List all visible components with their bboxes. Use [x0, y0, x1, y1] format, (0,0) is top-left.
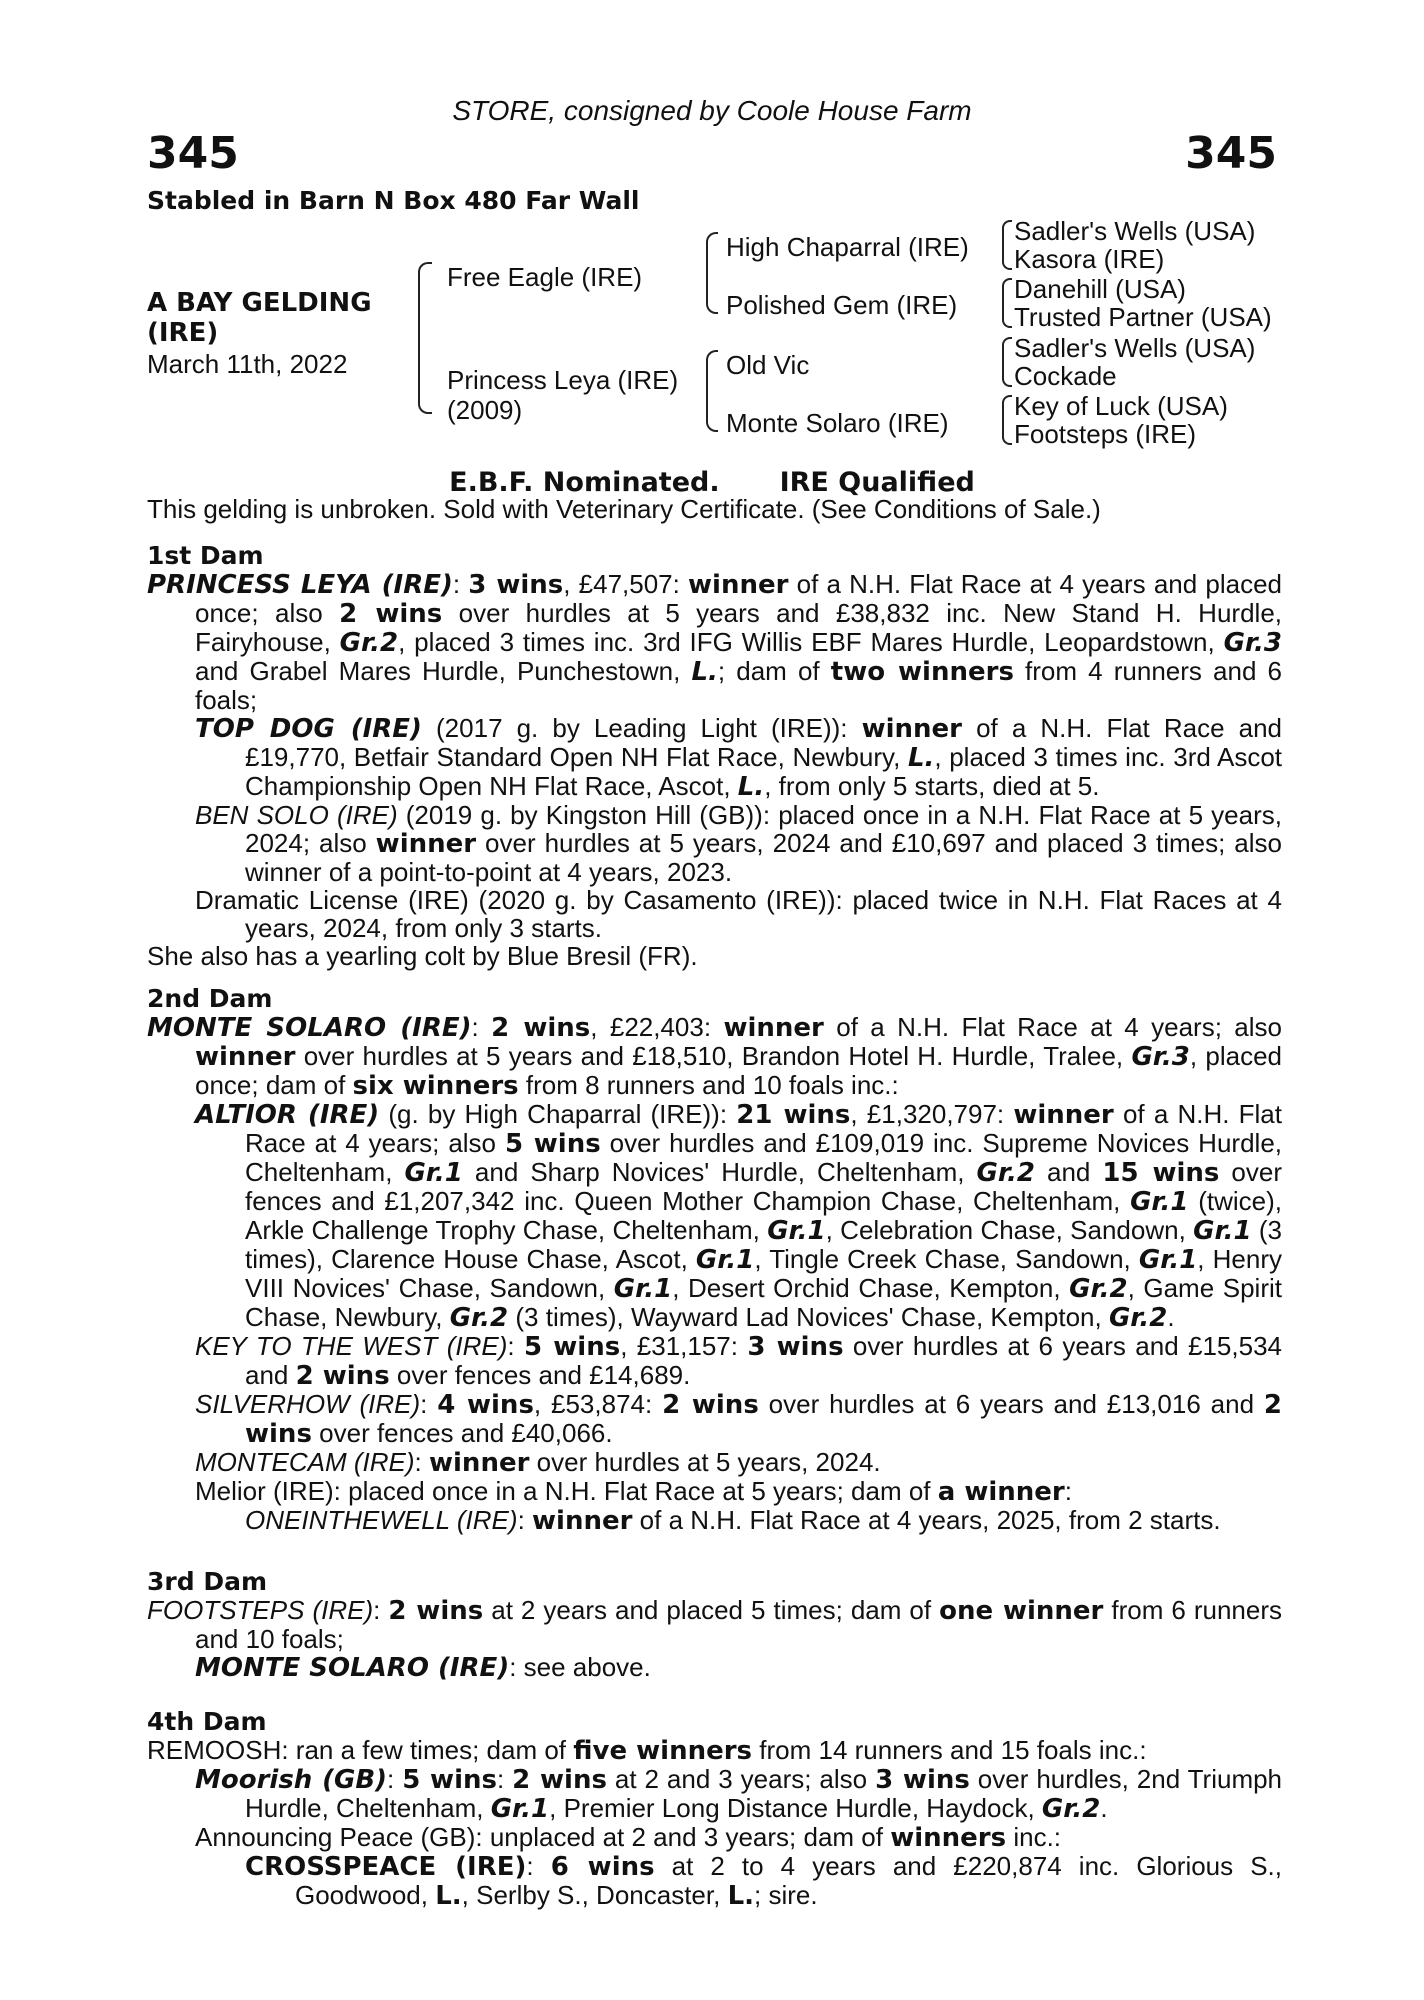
gg-7: Key of Luck (USA): [1014, 391, 1228, 421]
produce-moorish: Moorish (GB): 5 wins: 2 wins at 2 and 3 years; also 3 wins over hurdles, 2nd Triumph Hurdle, Cheltenham, Gr.1, Premier Long Distance Hurdle, Haydock, Gr.2.: [195, 1764, 1283, 1824]
produce-silverhow: SILVERHOW (IRE): 4 wins, £53,874: 2 wins over hurdles at 6 years and £13,016 and 2 wins over fences and £40,066.: [195, 1389, 1282, 1449]
produce-melior: Melior (IRE): placed once in a N.H. Flat Race at 5 years; dam of a winner:: [195, 1476, 1072, 1507]
sale-note: This gelding is unbroken. Sold with Veterinary Certificate. (See Conditions of Sale.): [147, 494, 1101, 524]
fourth-dam-entry: REMOOSH: ran a few times; dam of five winners from 14 runners and 15 foals inc.:: [147, 1735, 1147, 1766]
second-dam-heading: 2nd Dam: [147, 984, 273, 1013]
brace-g4: [1002, 395, 1012, 445]
gg-6: Cockade: [1014, 361, 1117, 391]
lot-number-right: 345: [1185, 128, 1277, 179]
second-dam-entry: MONTE SOLARO (IRE): 2 wins, £22,403: winner of a N.H. Flat Race at 4 years; also winner over hurdles at 5 years and £18,510, Brandon Hotel H. Hurdle, Tralee, Gr.3, placed once; dam of six winners from 8 runners and 10 foals inc.:: [147, 1012, 1282, 1101]
produce-dramatic-license: Dramatic License (IRE) (2020 g. by Casamento (IRE)): placed twice in N.H. Flat Races at 4 years, 2024, from only 3 starts.: [195, 885, 1282, 943]
produce-altior: ALTIOR (IRE) (g. by High Chaparral (IRE)): 21 wins, £1,320,797: winner of a N.H. Flat Race at 4 years; also 5 wins over hurdles and £109,019 inc. Supreme Novices Hurdle, Cheltenham, Gr.1 and Sharp Novices' Hurdle, Cheltenham, Gr.2 and 15 wins over fences and £1,207,342 inc. Queen Mother Champion Chase, Cheltenham, Gr.1 (twice), Arkle Challenge Trophy Chase, Cheltenham, Gr.1, Celebration Chase, Sandown, Gr.1 (3 times), Clarence House Chase, Ascot, Gr.1, Tingle Creek Chase, Sandown, Gr.1, Henry VIII Novices' Chase, Sandown, Gr.1, Desert Orchid Chase, Kempton, Gr.2, Game Spirit Chase, Newbury, Gr.2 (3 times), Wayward Lad Novices' Chase, Kempton, Gr.2.: [195, 1099, 1283, 1333]
second-dam-section: [147, 985, 1282, 1535]
stabled-location: Stabled in Barn N Box 480 Far Wall: [147, 186, 640, 215]
gg-2: Kasora (IRE): [1014, 244, 1165, 274]
sire-name: Free Eagle (IRE): [447, 262, 643, 292]
horse-name: A BAY GELDING: [147, 288, 372, 318]
brace-sire: [706, 232, 718, 314]
produce-oneinthewell: ONEINTHEWELL (IRE): winner of a N.H. Flat Race at 4 years, 2025, from 2 starts.: [245, 1505, 1221, 1536]
sire-dam: Polished Gem (IRE): [726, 290, 958, 320]
produce-top-dog: TOP DOG (IRE) (2017 g. by Leading Light (IRE)): winner of a N.H. Flat Race and £19,770, Betfair Standard Open NH Flat Race, Newbury, L., placed 3 times inc. 3rd Ascot Championship Open NH Flat Race, Ascot, L., from only 5 starts, died at 5.: [195, 713, 1283, 802]
gg-5: Sadler's Wells (USA): [1014, 333, 1256, 363]
gg-1: Sadler's Wells (USA): [1014, 216, 1256, 246]
produce-crosspeace: CROSSPEACE (IRE): 6 wins at 2 to 4 years and £220,874 inc. Glorious S., Goodwood, L., Serlby S., Doncaster, L.; sire.: [245, 1851, 1282, 1911]
ire-qualified: IRE Qualified: [779, 467, 975, 498]
fourth-dam-section: [147, 1708, 1282, 1910]
brace-gen1: [418, 262, 432, 414]
gg-4: Trusted Partner (USA): [1014, 302, 1272, 332]
gg-3: Danehill (USA): [1014, 274, 1186, 304]
ebf-nominated: E.B.F. Nominated.: [449, 467, 720, 498]
dam-name: Princess Leya (IRE): [447, 365, 679, 395]
foaling-date: March 11th, 2022: [147, 349, 348, 379]
dam-dam: Monte Solaro (IRE): [726, 408, 949, 438]
first-dam-heading: 1st Dam: [147, 541, 264, 570]
produce-montecam: MONTECAM (IRE): winner over hurdles at 5 years, 2024.: [195, 1447, 881, 1478]
sire-sire: High Chaparral (IRE): [726, 232, 969, 262]
brace-g2: [1002, 278, 1012, 328]
third-dam-entry: FOOTSTEPS (IRE): 2 wins at 2 years and placed 5 times; dam of one winner from 6 runners and 10 foals;: [147, 1595, 1283, 1654]
gg-8: Footsteps (IRE): [1014, 419, 1197, 449]
third-dam-heading: 3rd Dam: [147, 1567, 267, 1596]
first-dam-entry: PRINCESS LEYA (IRE): 3 wins, £47,507: winner of a N.H. Flat Race at 4 years and placed once; also 2 wins over hurdles at 5 years and £38,832 inc. New Stand H. Hurdle, Fairyhouse, Gr.2, placed 3 times inc. 3rd IFG Willis EBF Mares Hurdle, Leopardstown, Gr.3 and Grabel Mares Hurdle, Punchestown, L.; dam of two winners from 4 runners and 6 foals;: [147, 569, 1283, 715]
first-dam-section: [147, 542, 1282, 970]
produce-key-to-the-west: KEY TO THE WEST (IRE): 5 wins, £31,157: 3 wins over hurdles at 6 years and £15,534 and 2 wins over fences and £14,689.: [195, 1331, 1282, 1391]
brace-dam: [706, 350, 718, 432]
produce-announcing-peace: Announcing Peace (GB): unplaced at 2 and 3 years; dam of winners inc.:: [195, 1822, 1062, 1853]
horse-name-suffix: (IRE): [147, 318, 219, 348]
produce-monte-solaro: MONTE SOLARO (IRE): see above.: [195, 1652, 651, 1683]
dam-year: (2009): [447, 395, 523, 425]
produce-ben-solo: BEN SOLO (IRE) (2019 g. by Kingston Hill (GB)): placed once in a N.H. Flat Race at 5 years, 2024; also winner over hurdles at 5 years, 2024 and £10,697 and placed 3 times; also winner of a point-to-point at 4 years, 2023.: [195, 800, 1282, 887]
consignor-line: STORE, consigned by Coole House Farm: [452, 95, 972, 126]
dam-sire: Old Vic: [726, 350, 810, 380]
third-dam-section: [147, 1568, 1282, 1682]
yearling-note: She also has a yearling colt by Blue Bresil (FR).: [147, 941, 698, 971]
brace-g3: [1002, 337, 1012, 387]
lot-number-left: 345: [147, 128, 239, 179]
brace-g1: [1002, 220, 1012, 270]
fourth-dam-heading: 4th Dam: [147, 1707, 267, 1736]
